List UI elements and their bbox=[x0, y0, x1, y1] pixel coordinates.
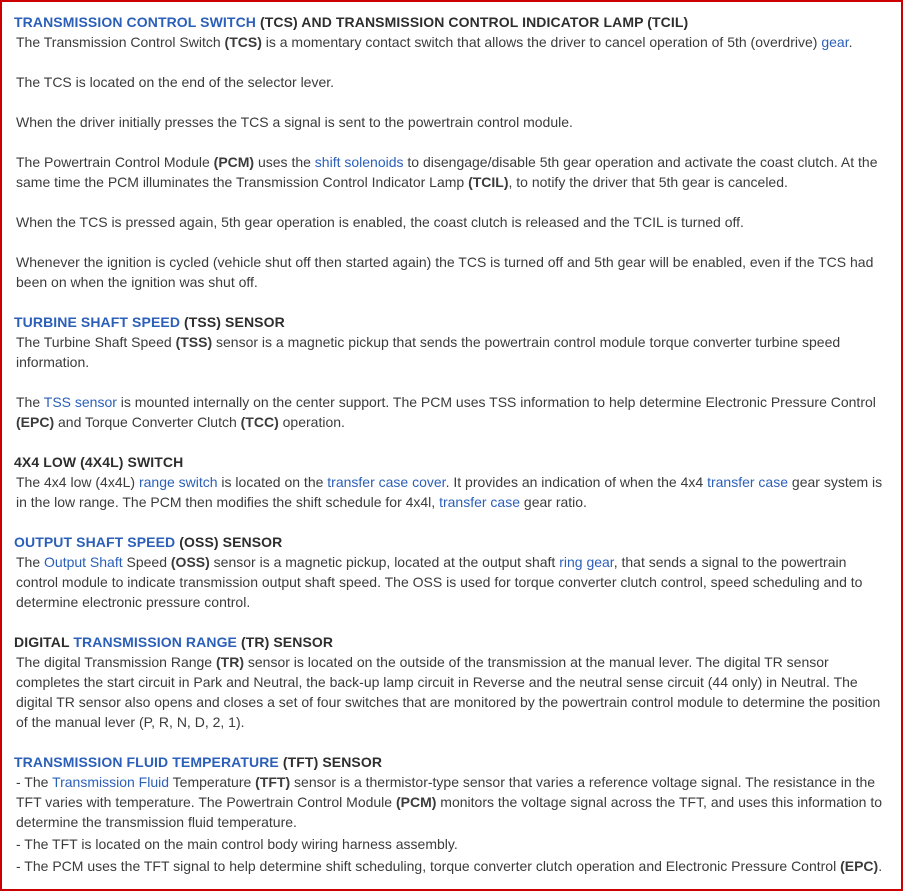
inline-link[interactable]: transfer case cover bbox=[327, 474, 446, 490]
heading-link[interactable]: TRANSMISSION RANGE bbox=[73, 634, 237, 650]
text-run: - The TFT is located on the main control body wiring harness assembly. bbox=[16, 836, 458, 852]
text-run: The 4x4 low (4x4L) bbox=[16, 474, 139, 490]
bold-text: (TFT) SENSOR bbox=[278, 754, 383, 770]
text-run: sensor is a magnetic pickup that sends the powertrain control module torque converter turbine speed information. bbox=[16, 334, 841, 370]
section bbox=[14, 632, 889, 732]
inline-link[interactable]: Transmission Fluid bbox=[52, 774, 170, 790]
bold-text: (TCIL) bbox=[468, 174, 509, 190]
section bbox=[14, 312, 889, 432]
bold-text: (EPC) bbox=[840, 858, 879, 874]
bold-text: (TFT) bbox=[255, 774, 291, 790]
paragraph bbox=[14, 152, 889, 192]
bold-text: (TR) bbox=[216, 654, 244, 670]
section-heading bbox=[14, 752, 889, 772]
text-run: sensor is a thermistor-type sensor that varies a reference voltage signal. The resistance in the TFT varies with temperature. The Powertrain Control Module bbox=[16, 774, 876, 810]
section bbox=[14, 752, 889, 876]
heading-link[interactable]: TRANSMISSION CONTROL SWITCH bbox=[14, 14, 256, 30]
text-run: - The bbox=[16, 774, 53, 790]
bold-text: (TCC) bbox=[240, 414, 279, 430]
bold-text: (TCS) bbox=[224, 34, 262, 50]
text-run: is a momentary contact switch that allows the driver to cancel operation of 5th (overdrive) bbox=[261, 34, 822, 50]
text-run: sensor is located on the outside of the transmission at the manual lever. The digital TR sensor completes the start circuit in Park and Neutral, the back-up lamp circuit in Reverse and the neutral sense circuit (44 only) in Neutral. The digital TR sensor also opens and closes a set of four switches that are monitored by the powertrain control module to determine the position of the manual lever (P, R, N, D, 2, 1). bbox=[16, 654, 881, 730]
paragraph bbox=[14, 652, 889, 732]
text-run: When the driver initially presses the TCS a signal is sent to the powertrain control module. bbox=[16, 114, 573, 130]
text-run: , to notify the driver that 5th gear is canceled. bbox=[508, 174, 788, 190]
text-run: . It provides an indication of when the 4x4 bbox=[445, 474, 708, 490]
text-run: monitors the voltage signal across the TFT, and uses this information to determine the transmission fluid temperature. bbox=[16, 794, 883, 830]
paragraph bbox=[14, 856, 889, 876]
paragraph bbox=[14, 552, 889, 612]
text-run: uses the bbox=[254, 154, 315, 170]
paragraph bbox=[14, 72, 889, 92]
inline-link[interactable]: ring gear bbox=[559, 554, 614, 570]
inline-link[interactable]: transfer case bbox=[707, 474, 789, 490]
paragraph bbox=[14, 472, 889, 512]
text-run: The bbox=[16, 394, 44, 410]
paragraph bbox=[14, 772, 889, 832]
bold-text: (EPC) bbox=[16, 414, 55, 430]
bold-text: (PCM) bbox=[395, 794, 437, 810]
section-heading bbox=[14, 532, 889, 552]
section-heading bbox=[14, 12, 889, 32]
text-run: to disengage/disable 5th gear operation and activate the coast clutch. At the same time the PCM illuminates the Transmission Control Indicator Lamp bbox=[16, 154, 878, 190]
bold-text: (TSS) bbox=[175, 334, 213, 350]
section-heading bbox=[14, 632, 889, 652]
paragraph bbox=[14, 212, 889, 232]
text-run: gear system is in the low range. The PCM then modifies the shift schedule for 4x4l, bbox=[16, 474, 883, 510]
inline-link[interactable]: Output Shaft bbox=[44, 554, 123, 570]
section bbox=[14, 452, 889, 512]
bold-text: (OSS) SENSOR bbox=[175, 534, 283, 550]
inline-link[interactable]: transfer case bbox=[439, 494, 521, 510]
paragraph bbox=[14, 32, 889, 52]
text-run: - The PCM uses the TFT signal to help determine shift scheduling, torque converter clutch operation and Electronic Pressure Control bbox=[16, 858, 841, 874]
text-run: Whenever the ignition is cycled (vehicle shut off then started again) the TCS is turned off and 5th gear will be enabled, even if the TCS had been on when the ignition was shut off. bbox=[16, 254, 874, 290]
paragraph bbox=[14, 112, 889, 132]
inline-link[interactable]: shift solenoids bbox=[314, 154, 404, 170]
bold-text: (OSS) bbox=[170, 554, 210, 570]
section-heading bbox=[14, 452, 889, 472]
section-heading bbox=[14, 312, 889, 332]
heading-link[interactable]: TRANSMISSION FLUID TEMPERATURE bbox=[14, 754, 279, 770]
text-run: is mounted internally on the center support. The PCM uses TSS information to help determine Electronic Pressure Control bbox=[116, 394, 876, 410]
bold-text: 4X4 LOW (4X4L) SWITCH bbox=[14, 454, 184, 470]
paragraph bbox=[14, 834, 889, 854]
text-run: The TCS is located on the end of the selector lever. bbox=[16, 74, 335, 90]
bold-text: (TR) SENSOR bbox=[237, 634, 334, 650]
heading-link[interactable]: OUTPUT SHAFT SPEED bbox=[14, 534, 176, 550]
text-run: The Powertrain Control Module bbox=[16, 154, 214, 170]
paragraph bbox=[14, 392, 889, 432]
heading-link[interactable]: TURBINE SHAFT SPEED bbox=[14, 314, 181, 330]
paragraph bbox=[14, 252, 889, 292]
text-run: The Transmission Control Switch bbox=[16, 34, 225, 50]
section bbox=[14, 12, 889, 292]
text-run: is located on the bbox=[217, 474, 328, 490]
text-run: . bbox=[878, 858, 883, 874]
text-run: . bbox=[848, 34, 853, 50]
paragraph bbox=[14, 332, 889, 372]
inline-link[interactable]: TSS sensor bbox=[43, 394, 117, 410]
text-run: gear ratio. bbox=[520, 494, 587, 510]
text-run: Speed bbox=[122, 554, 171, 570]
bold-text: (PCM) bbox=[213, 154, 255, 170]
bold-text: (TCS) AND TRANSMISSION CONTROL INDICATOR LAMP (TCIL) bbox=[256, 14, 689, 30]
bold-text: (TSS) SENSOR bbox=[180, 314, 285, 330]
inline-link[interactable]: range switch bbox=[138, 474, 218, 490]
text-run: operation. bbox=[278, 414, 345, 430]
section bbox=[14, 532, 889, 612]
document-body bbox=[14, 12, 889, 876]
text-run: Temperature bbox=[169, 774, 256, 790]
text-run: The digital Transmission Range bbox=[16, 654, 216, 670]
text-run: The bbox=[16, 554, 45, 570]
text-run: The Turbine Shaft Speed bbox=[16, 334, 176, 350]
text-run: , that sends a signal to the powertrain control module to indicate transmission output shaft speed. The OSS is used for torque converter clutch control, speed scheduling and to determine electronic pressure control. bbox=[16, 554, 863, 610]
text-run: When the TCS is pressed again, 5th gear operation is enabled, the coast clutch is released and the TCIL is turned off. bbox=[16, 214, 744, 230]
bold-text: DIGITAL bbox=[14, 634, 74, 650]
text-run: sensor is a magnetic pickup, located at the output shaft bbox=[209, 554, 560, 570]
inline-link[interactable]: gear bbox=[821, 34, 849, 50]
text-run: and Torque Converter Clutch bbox=[54, 414, 241, 430]
